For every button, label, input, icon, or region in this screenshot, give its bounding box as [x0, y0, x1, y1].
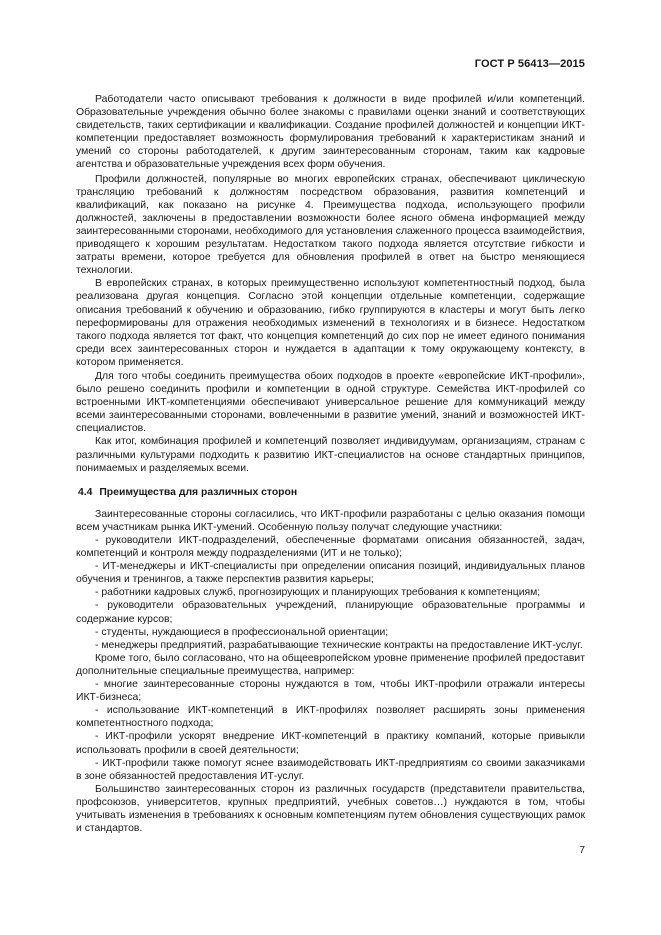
body-paragraph: Заинтересованные стороны согласились, что ИКТ-профили разработаны с целью оказания помощи всем участникам рынка ИКТ-умений. Особенную пользу получат следующие участники: — [76, 508, 585, 533]
body-paragraph: Кроме того, было согласовано, что на общеевропейском уровне применение профилей предоставит дополнительные специальные преимущества, например: — [76, 652, 585, 677]
section-title: Преимущества для различных сторон — [99, 486, 298, 498]
list-item: - руководители ИКТ-подразделений, обеспеченные форматами описания обязанностей, задач, компетенций и контроля между подразделениями (ИТ и не только); — [76, 535, 585, 560]
body-paragraph: Для того чтобы соединить преимущества обоих подходов в проекте «европейские ИКТ-профили», было решено соединить профили и компетенции в одной структуре. Семейства ИКТ-профилей со встроенными ИКТ-компетенциями обеспечивают универсальное решение для коммуникаций между всеми заинтересованными сторонами, вовлеченными в развитие умений, знаний и возможностей ИКТ-специалистов. — [76, 370, 585, 435]
list-item: - студенты, нуждающиеся в профессиональной ориентации; — [95, 626, 389, 638]
list-item: - ИТ-менеджеры и ИКТ-специалисты при определении описания позиций, индивидуальных планов обучения и тренингов, а также перспектив развития карьеры; — [76, 561, 585, 586]
list-item: - ИКТ-профили ускорят внедрение ИКТ-компетенций в практику компаний, которые привыкли использовать профили в своей деятельности; — [76, 731, 585, 756]
list-item: - использование ИКТ-компетенций в ИКТ-профилях позволяет расширять зоны применения компетентностного подхода; — [76, 705, 585, 730]
list-item: - менеджеры предприятий, разрабатывающие технические контракты на предоставление ИКТ-услуг. — [95, 639, 583, 651]
section-number: 4.4 — [78, 486, 93, 498]
body-paragraph: Профили должностей, популярные во многих европейских странах, обеспечивают циклическую трансляцию требований к должностям посредством образования, развития компетенций и квалификаций, как показано на рисунке 4. Преимущества подхода, использующего профили должностей, заключены в предоставлении возможности более ясного обмена информацией между заинтересованными сторонами, необходимого для установления слаженного процесса взаимодействия, приводящего к хорошим результатам. Недостатком такого подхода является отсутствие гибкости и затраты времени, которое требуется для обновления профилей в ответ на быстро меняющиеся технологии. — [76, 173, 585, 277]
body-paragraph: В европейских странах, в которых преимущественно используют компетентностный подход, была реализована другая концепция. Согласно этой концепции отдельные компетенции, содержащие описания требований к обучению и образованию, гибко группируются в кластеры и могут быть легко переформированы для отражения необходимых изменений в технологиях и в бизнесе. Недостатком такого подхода является тот факт, что концепция компетенций до сих пор не имеет единого понимания среди всех заинтересованных сторон и нуждается в адаптации к тому окружающему контексту, в котором применяется. — [76, 278, 585, 368]
document-standard-number: ГОСТ Р 56413—2015 — [474, 58, 585, 70]
body-paragraph: Работодатели часто описывают требования к должности в виде профилей и/или компетенций. Образовательные учреждения обычно более знакомы с правилами оценки знаний и соответствующих свидетельств, таких сертификации и квалификации. Создание профилей должностей и концепции ИКТ-компетенции предоставляет возможность формулирования требований к характеристикам знаний и умений со стороны работодателей, к другим заинтересованным сторонам, таким как кадровые агентства и образовательные учреждения всех форм обучения. — [76, 94, 585, 171]
body-paragraph: Как итог, комбинация профилей и компетенций позволяет индивидуумам, организациям, странам с различными культурами подходить к развитию ИКТ-специалистов на основе стандартных принципов, понимаемых и разделяемых всеми. — [76, 436, 585, 474]
list-item: - руководители образовательных учреждений, планирующие образовательные программы и содержание курсов; — [76, 600, 585, 625]
list-item: - многие заинтересованные стороны нуждаются в том, чтобы ИКТ-профили отражали интересы ИКТ-бизнеса; — [76, 679, 585, 704]
list-item: - ИКТ-профили также помогут яснее взаимодействовать ИКТ-предприятиям со своими заказчиками в зоне обязанностей предоставления ИТ-услуг. — [76, 757, 585, 782]
list-item: - работники кадровых служб, прогнозирующих и планирующих требования к компетенциям; — [95, 587, 541, 599]
body-paragraph: Большинство заинтересованных сторон из различных государств (представители правительства, профсоюзов, университетов, крупных предприятий, учебных советов…) нуждаются в том, чтобы учитывать изменения в требованиях к основным компетенциям путем обновления существующих рамок и стандартов. — [76, 783, 585, 835]
section-heading — [76, 486, 585, 499]
document-body — [76, 93, 585, 835]
page-number: 7 — [579, 845, 585, 856]
